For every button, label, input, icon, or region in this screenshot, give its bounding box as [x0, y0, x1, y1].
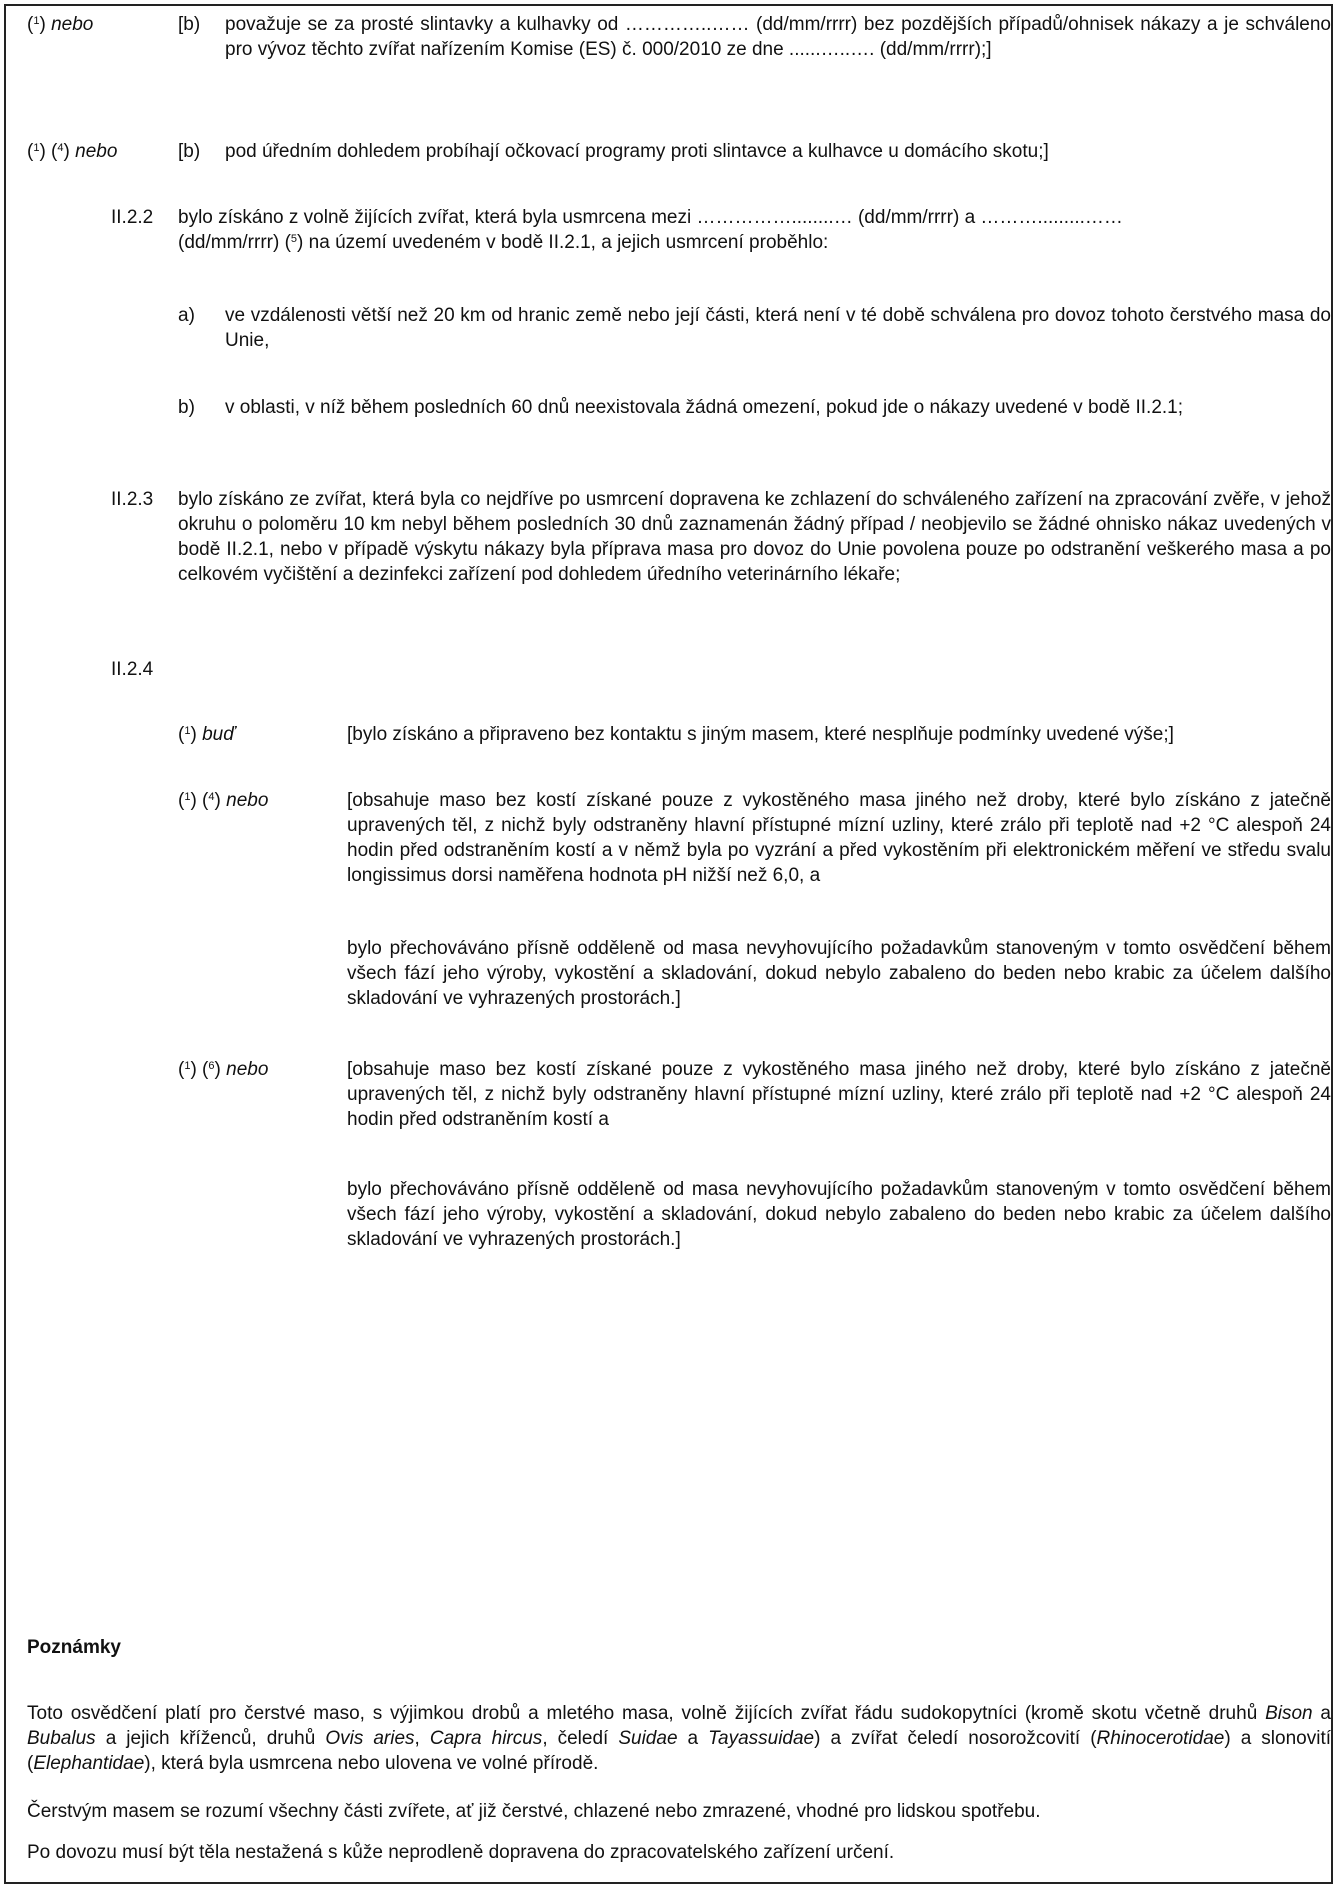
item-b-label: b): [178, 397, 195, 418]
footnote-ref: 4: [57, 142, 64, 154]
paren-close: ): [39, 14, 52, 35]
section-ii-2-2-line-2: (dd/mm/rrrr) ($^5$) na území uvedeném v bodě II.2.1, a jejich usmrcení proběhlo:: [178, 232, 829, 253]
footnote-ref: 1: [33, 142, 40, 154]
block1-reference: [27, 12, 157, 37]
notes-paragraph-2: Čerstvým masem se rozumí všechny části zvířete, ať již čerstvé, chlazené nebo zmrazené, vhodné pro lidskou spotřebu.: [27, 1801, 1041, 1822]
footnote-ref: 4: [208, 791, 215, 803]
option-2-text-continued: bylo přechováváno přísně odděleně od masa nevyhovujícího požadavkům stanoveným v tomto osvědčení během všech fází jeho výroby, vykostění a skladování, dokud nebylo zabaleno do beden nebo krabic za účelem dalšího skladování ve vyhrazených prostorách.]: [347, 938, 1331, 1009]
option-3-text-continued: bylo přechováváno přísně odděleně od masa nevyhovujícího požadavkům stanoveným v tomto osvědčení během všech fází jeho výroby, vykostění a skladování, dokud nebylo zabaleno do beden nebo krabic za účelem dalšího skladování ve vyhrazených prostorách.]: [347, 1179, 1331, 1250]
option-word: nebo: [51, 14, 94, 35]
notes-paragraph-3: Po dovozu musí být těla nestažená s kůže neprodleně dopravena do zpracovatelského zařízení určení.: [27, 1842, 895, 1863]
option-1-text: [bylo získáno a připraveno bez kontaktu s jiným masem, které nesplňuje podmínky uvedené výše;]: [347, 724, 1174, 745]
footnote-ref: 1: [184, 1060, 191, 1072]
option-word: nebo: [75, 141, 118, 162]
footnote-ref: 1: [184, 791, 191, 803]
option-word: nebo: [226, 790, 269, 811]
option-2-text: [obsahuje maso bez kostí získané pouze z vykostěného masa jiného než droby, které bylo získáno z jatečně upravených těl, z nichž byly odstraněny hlavní přístupné mízní uzliny, které zrálo při teplotě nad +2 °C alespoň 24 hodin před odstraněním kostí a v němž byla po vyzrání a před vykostěním při elektronickém měření ve středu svalu longissimus dorsi naměřena hodnota pH nižší než 6,0, a: [347, 790, 1331, 886]
item-a-text: ve vzdálenosti větší než 20 km od hranic země nebo její části, která není v té době schválena pro dovoz tohoto čerstvého masa do Unie,: [225, 305, 1331, 351]
item-b-text: v oblasti, v níž během posledních 60 dnů neexistovala žádná omezení, pokud jde o nákazy uvedené v bodě II.2.1;: [225, 397, 1184, 418]
footnote-ref: 6: [208, 1060, 215, 1072]
notes-heading: Poznámky: [27, 1637, 121, 1658]
option-3-text: [obsahuje maso bez kostí získané pouze z vykostěného masa jiného než droby, které bylo získáno z jatečně upravených těl, z nichž byly odstraněny hlavní přístupné mízní uzliny, které zrálo při teplotě nad +2 °C alespoň 24 hodin před odstraněním kostí a: [347, 1059, 1331, 1130]
block2-text: pod úředním dohledem probíhají očkovací programy proti slintavce a kulhavce u domácího skotu;]: [225, 141, 1049, 162]
footnote-ref: 1: [33, 15, 40, 27]
section-number-ii-2-4: II.2.4: [111, 659, 154, 680]
block1-text: považuje se za prosté slintavky a kulhavky od …………..…… (dd/mm/rrrr) bez pozdějších případů/ohnisek nákazy a je schváleno pro vývoz těchto zvířat nařízením Komise (ES) č. 000/2010 ze dne ......…..…. (dd/mm/rrrr);]: [225, 14, 1331, 60]
section-ii-2-2-text: [178, 205, 1331, 255]
section-ii-2-3-text: bylo získáno ze zvířat, která byla co nejdříve po usmrcení dopravena ke zchlazení do schváleného zařízení na zpracování zvěře, v jehož okruhu o poloměru 10 km nebyl během posledních 30 dnů zaznamenán žádný případ / neobjevilo se žádné ohnisko nákaz uvedených v bodě II.2.1, nebo v případě výskytu nákazy byla příprava masa pro dovoz do Unie povolena pouze po odstranění veškerého masa a po celkovém vyčištění a dezinfekci zařízení pod dohledem úředního veterinárního lékaře;: [178, 489, 1331, 585]
section-number-ii-2-3: II.2.3: [111, 489, 154, 510]
option-1-reference: ($^1$) buď: [178, 724, 236, 745]
block1-label: [b): [178, 14, 201, 35]
section-ii-2-2-line-1: bylo získáno z volně žijících zvířat, která byla usmrcena mezi ……………........… (dd/mm/rrrr) a ……….........……: [178, 207, 1123, 228]
notes-paragraph-1: Toto osvědčení platí pro čerstvé maso, s výjimkou drobů a mletého masa, volně žijících zvířat řádu sudokopytníci (kromě skotu včetně druhů Bison a Bubalus a jejich kříženců, druhů Ovis aries, Capra hircus, čeledí Suidae a Tayassuidae) a zvířat čeledí nosorožcovití (Rhinocerotidae) a slonovití (Elephantidae), která byla usmrcena nebo ulovena ve volné přírodě.: [27, 1703, 1331, 1774]
block2-label: [b): [178, 141, 201, 162]
paren-open: (: [27, 14, 34, 35]
option-2-reference: ($^1$) ($^4$) nebo: [178, 790, 269, 811]
item-a-label: a): [178, 305, 195, 326]
footnote-ref: 5: [290, 233, 298, 245]
block2-reference: ($^1$) ($^4$) nebo: [27, 141, 118, 162]
option-3-reference: ($^1$) ($^6$) nebo: [178, 1059, 269, 1080]
footnote-ref: 1: [184, 725, 191, 737]
option-word: buď: [202, 724, 236, 745]
option-word: nebo: [226, 1059, 269, 1080]
section-number-ii-2-2: II.2.2: [111, 207, 154, 228]
